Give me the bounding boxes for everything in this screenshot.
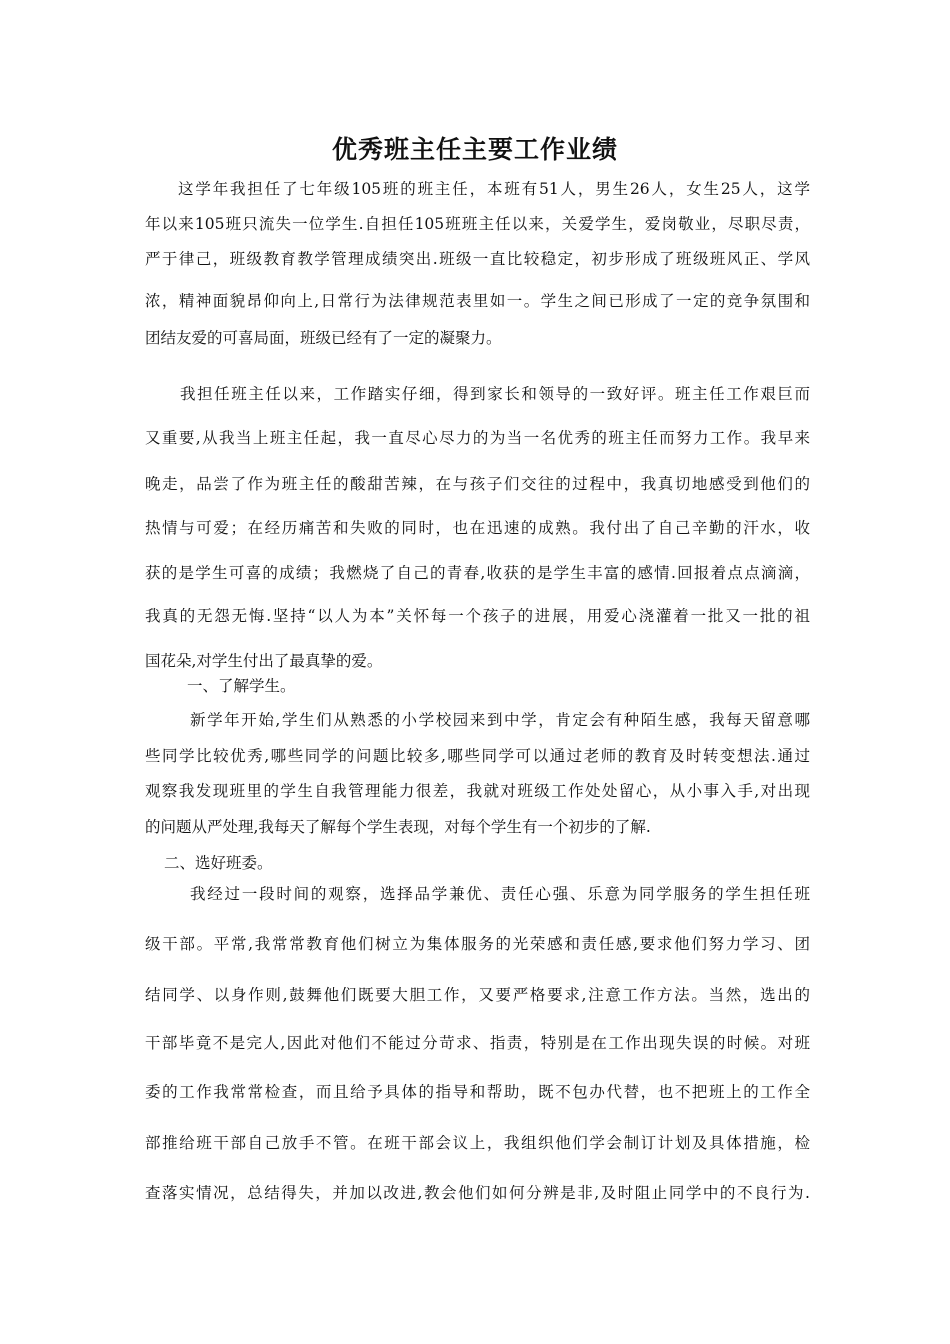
section-heading: 一、了解学生。: [187, 677, 296, 695]
paragraph-line: 部推给班干部自己放手不管。在班干部会议上，我组织他们学会制订计划及具体措施，检: [145, 1134, 810, 1152]
paragraph-line: 些同学比较优秀,哪些同学的问题比较多,哪些同学可以通过老师的教育及时转变想法.通过: [145, 747, 810, 765]
paragraph-line: 委的工作我常常检查，而且给予具体的指导和帮助，既不包办代替，也不把班上的工作全: [145, 1083, 810, 1101]
paragraph-line: 热情与可爱；在经历痛苦和失败的同时，也在迅速的成熟。我付出了自己辛勤的汗水，收: [145, 519, 810, 537]
paragraph-line: 我担任班主任以来，工作踏实仔细，得到家长和领导的一致好评。班主任工作艰巨而: [180, 385, 810, 403]
paragraph-line: 浓，精神面貌昂仰向上,日常行为法律规范表里如一。学生之间已形成了一定的竞争氛围和: [145, 292, 810, 310]
paragraph-line: 结同学、以身作则,鼓舞他们既要大胆工作，又要严格要求,注意工作方法。当然，选出的: [145, 986, 810, 1004]
paragraph-line: 我真的无怨无悔.坚持“以人为本”关怀每一个孩子的进展，用爱心浇灌着一批又一批的祖: [145, 607, 810, 625]
paragraph-line: 新学年开始,学生们从熟悉的小学校园来到中学，肯定会有种陌生感，我每天留意哪: [190, 711, 810, 729]
paragraph-line: 的问题从严处理,我每天了解每个学生表现，对每个学生有一个初步的了解.: [145, 818, 651, 836]
paragraph-line: 观察我发现班里的学生自我管理能力很差，我就对班级工作处处留心，从小事入手,对出现: [145, 782, 810, 800]
paragraph-line: 我经过一段时间的观察，选择品学兼优、责任心强、乐意为同学服务的学生担任班: [190, 885, 810, 903]
paragraph-line: 干部毕竟不是完人,因此对他们不能过分苛求、指责，特别是在工作出现失误的时候。对班: [145, 1034, 810, 1052]
paragraph-line: 团结友爱的可喜局面，班级已经有了一定的凝聚力。: [145, 329, 502, 347]
document-title: 优秀班主任主要工作业绩: [331, 135, 618, 164]
section-heading: 二、选好班委。: [164, 854, 273, 872]
paragraph-line: 这学年我担任了七年级105班的班主任，本班有51人，男生26人，女生25人，这学: [178, 180, 810, 198]
paragraph-line: 严于律己，班级教育教学管理成绩突出.班级一直比较稳定，初步形成了班级班风正、学风: [145, 250, 810, 268]
paragraph-line: 年以来105班只流失一位学生.自担任105班班主任以来，关爱学生，爱岗敬业，尽职尽责，: [145, 215, 810, 233]
paragraph-line: 晚走，品尝了作为班主任的酸甜苦辣，在与孩子们交往的过程中，我真切地感受到他们的: [145, 475, 810, 493]
paragraph-line: 查落实情况，总结得失，并加以改进,教会他们如何分辨是非,及时阻止同学中的不良行为.: [145, 1184, 810, 1202]
paragraph-line: 获的是学生可喜的成绩；我燃烧了自己的青春,收获的是学生丰富的感情.回报着点点滴滴，: [145, 564, 810, 582]
paragraph-line: 又重要,从我当上班主任起，我一直尽心尽力的为当一名优秀的班主任而努力工作。我早来: [145, 429, 810, 447]
paragraph-line: 国花朵,对学生付出了最真挚的爱。: [145, 652, 383, 670]
paragraph-line: 级干部。平常,我常常教育他们树立为集体服务的光荣感和责任感,要求他们努力学习、团: [145, 935, 810, 953]
